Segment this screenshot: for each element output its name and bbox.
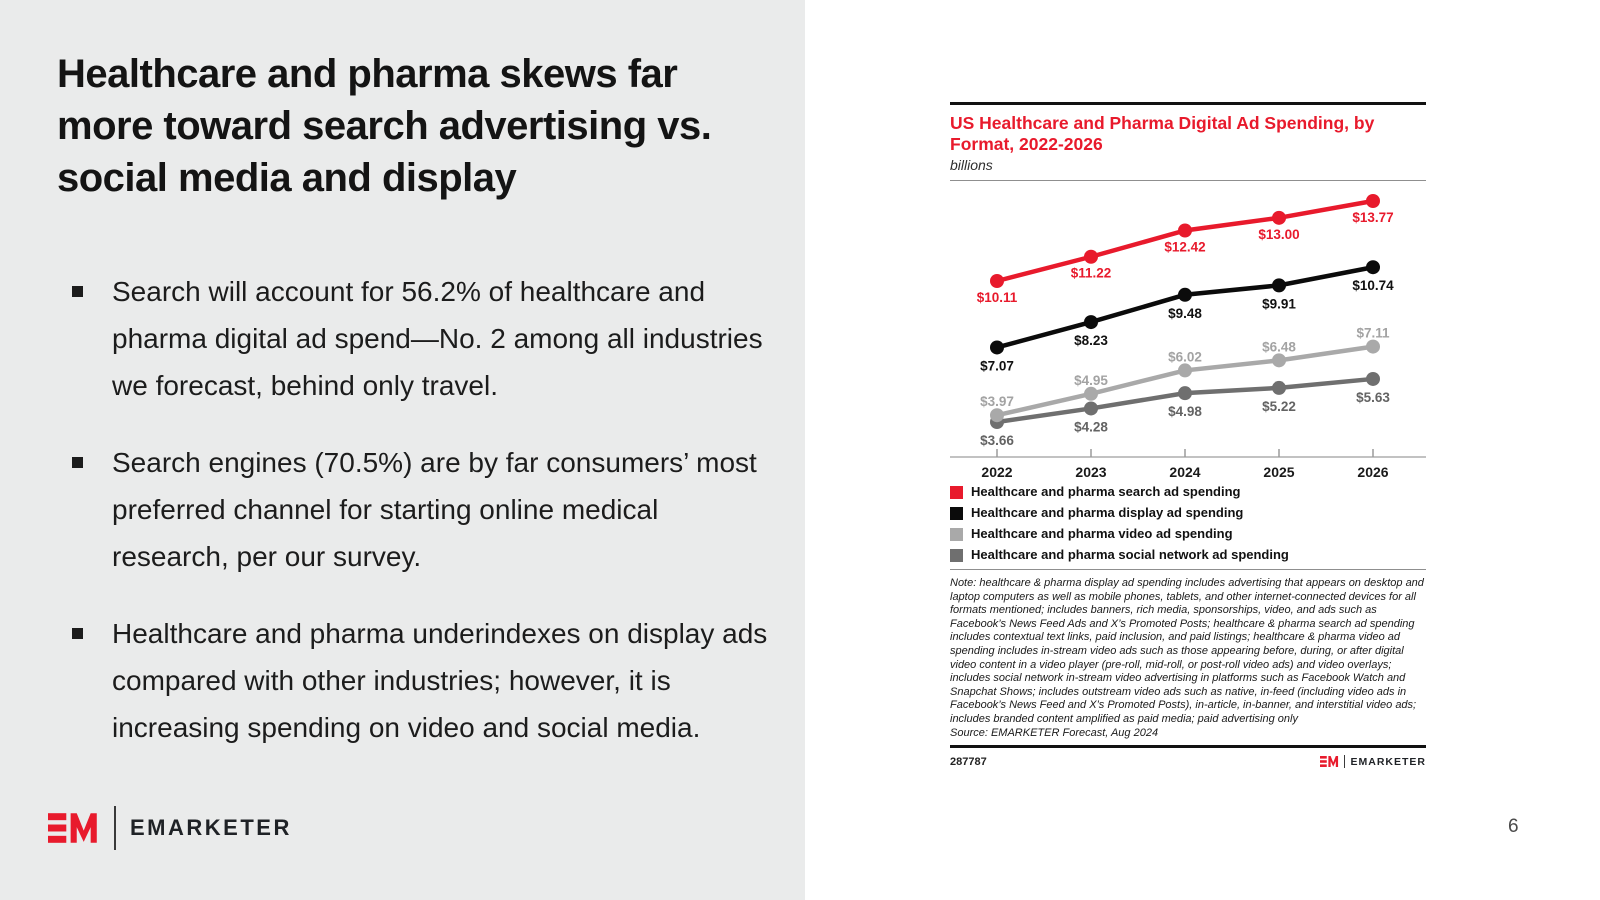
data-point <box>990 274 1004 288</box>
x-axis-label: 2025 <box>1263 464 1295 480</box>
data-point <box>1084 401 1098 415</box>
data-point <box>1272 353 1286 367</box>
bottom-rule <box>950 745 1426 748</box>
data-label: $13.00 <box>1258 226 1300 242</box>
legend-swatch <box>950 486 963 499</box>
emarketer-footer-logo <box>1320 755 1426 768</box>
bullet-item <box>70 268 770 409</box>
data-label: $9.48 <box>1168 305 1202 321</box>
bullet-item <box>70 439 770 580</box>
chart-note <box>950 577 1426 740</box>
legend-item <box>950 506 1426 520</box>
emarketer-logo <box>48 804 292 852</box>
headline: Healthcare and pharma skews far more toward search advertising vs. social media and display <box>57 52 712 200</box>
source-text: Source: EMARKETER Forecast, Aug 2024 <box>950 726 1159 739</box>
data-point <box>1084 250 1098 264</box>
data-point <box>1084 315 1098 329</box>
bullet-marker <box>72 286 83 297</box>
chart-title: US Healthcare and Pharma Digital Ad Spending, by Format, 2022-2026 <box>950 113 1375 154</box>
data-point <box>990 340 1004 354</box>
x-axis-label: 2023 <box>1075 464 1107 480</box>
chart-legend <box>950 485 1426 562</box>
legend-swatch <box>950 528 963 541</box>
bullet-text: Search will account for 56.2% of healthcare and pharma digital ad spend—No. 2 among all industries we forecast, behind only travel. <box>112 276 763 401</box>
data-label: $4.28 <box>1074 419 1108 435</box>
page-number: 6 <box>1508 816 1519 837</box>
x-axis-label: 2024 <box>1169 464 1201 480</box>
data-label: $11.22 <box>1070 265 1112 281</box>
legend-rule <box>950 569 1426 570</box>
data-label: $5.22 <box>1262 398 1296 414</box>
legend-label: Healthcare and pharma search ad spending <box>971 484 1241 499</box>
chart-card <box>950 102 1426 768</box>
data-label: $4.95 <box>1074 372 1108 388</box>
data-point <box>1366 372 1380 386</box>
data-label: $5.63 <box>1356 389 1390 405</box>
data-label: $6.48 <box>1262 339 1296 355</box>
data-point <box>1366 260 1380 274</box>
note-text: Note: healthcare & pharma display ad spending includes advertising that appears on desktop and laptop computers as well as mobile phones, tablets, and other internet-connected devices for all formats mentioned; includes banners, rich media, sponsorships, video, and ads such as Facebook’s News Feed Ads and X’s Promoted Posts; healthcare & pharma search ad spending includes contextual text links, paid inclusion, and paid listings; healthcare & pharma video ad spending includes in-stream video ads such as those appearing before, during, or after digital video content in a video player (pre-roll, mid-roll, or post-roll video ads) and video overlays; includes social network in-stream video advertising in platforms such as Facebook Watch and Snapchat Shows; includes outstream video ads such as native, in-feed (including video ads in Facebook’s News Feed and X’s Promoted Posts), in-article, in-banner, and interstitial video ads; includes branded content amplified as paid media; paid advertising only <box>950 577 1424 725</box>
legend-item <box>950 485 1426 499</box>
x-axis-label: 2026 <box>1357 464 1389 480</box>
data-label: $13.77 <box>1352 210 1394 225</box>
legend-swatch <box>950 507 963 520</box>
data-label: $7.07 <box>980 358 1014 374</box>
bullet-text: Search engines (70.5%) are by far consumers’ most preferred channel for starting online medical research, per our survey. <box>112 447 757 572</box>
data-label: $3.66 <box>980 433 1014 449</box>
data-point <box>1084 387 1098 401</box>
data-point <box>1366 194 1380 208</box>
chart-id: 287787 <box>950 755 987 768</box>
data-point <box>1178 288 1192 302</box>
bullet-marker <box>72 457 83 468</box>
data-point <box>1272 381 1286 395</box>
legend-item <box>950 548 1426 562</box>
title-rule <box>950 180 1426 181</box>
legend-label: Healthcare and pharma display ad spending <box>971 505 1244 520</box>
brand-name: EMARKETER <box>130 815 292 840</box>
data-label: $8.23 <box>1074 333 1108 349</box>
logo-divider <box>1344 755 1346 768</box>
data-label: $9.91 <box>1262 296 1296 312</box>
brand-name: EMARKETER <box>1350 755 1426 768</box>
chart-unit-label: billions <box>950 157 993 173</box>
emarketer-logo-mark-icon <box>1320 755 1340 768</box>
legend-item <box>950 527 1426 541</box>
data-label: $12.42 <box>1164 239 1206 255</box>
emarketer-logo-mark-icon <box>48 808 102 848</box>
legend-swatch <box>950 549 963 562</box>
data-label: $7.11 <box>1356 325 1390 341</box>
data-label: $6.02 <box>1168 349 1202 365</box>
data-label: $3.97 <box>980 394 1014 410</box>
data-point <box>990 408 1004 422</box>
data-point <box>1178 363 1192 377</box>
bullet-item <box>70 610 770 751</box>
data-point <box>1178 386 1192 400</box>
bullet-text: Healthcare and pharma underindexes on display ads compared with other industries; however, it is increasing spending on video and social media. <box>112 618 768 743</box>
line-chart <box>950 185 1426 485</box>
x-axis-label: 2022 <box>981 464 1013 480</box>
data-label: $10.11 <box>976 290 1018 306</box>
legend-label: Healthcare and pharma social network ad spending <box>971 547 1289 562</box>
data-point <box>1272 278 1286 292</box>
data-point <box>1178 224 1192 238</box>
bullet-marker <box>72 628 83 639</box>
data-label: $10.74 <box>1352 278 1394 294</box>
data-point <box>1366 340 1380 354</box>
chart-footer <box>950 755 1426 768</box>
data-label: $4.98 <box>1168 404 1202 420</box>
bullet-list <box>70 268 770 781</box>
legend-label: Healthcare and pharma video ad spending <box>971 526 1233 541</box>
logo-divider <box>114 806 116 850</box>
data-point <box>1272 211 1286 225</box>
top-rule <box>950 102 1426 105</box>
